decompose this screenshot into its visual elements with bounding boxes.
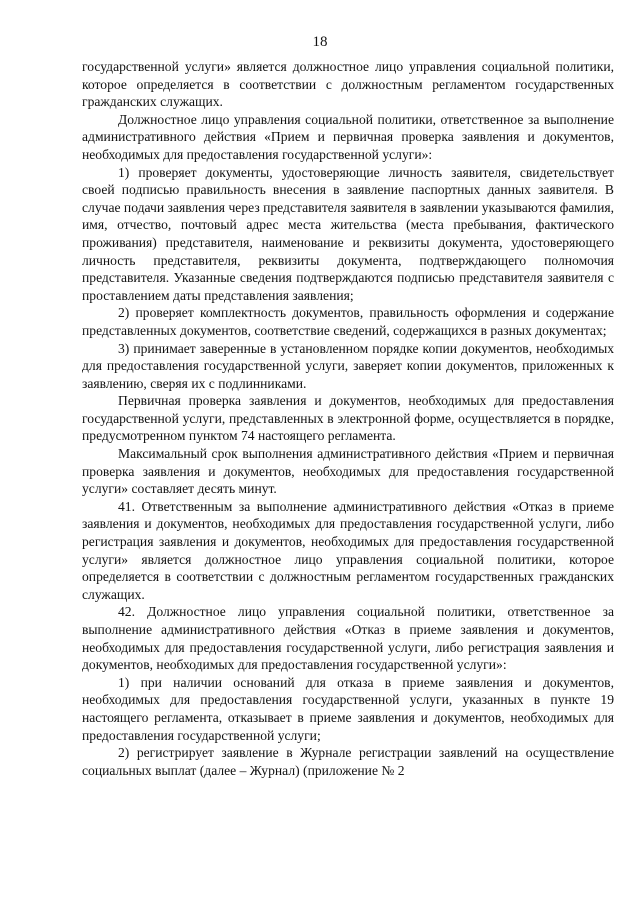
- page-number: 18: [312, 34, 328, 50]
- paragraph-42: 42. Должностное лицо управления социальной политики, ответственное за выполнение административного действия «Отказ в приеме заявления и документов, необходимых для предоставления государственной услуги, либо регистрация заявления и документов, необходимых для предоставления государственной услуги»:: [82, 604, 614, 673]
- list-item-2-checks-completeness: 2) проверяет комплектность документов, правильность оформления и содержание представленных документов, соответствие сведений, содержащихся в разных документах;: [82, 305, 614, 338]
- paragraph-electronic-check: Первичная проверка заявления и документов, необходимых для предоставления государственной услуги, представленных в электронной форме, осуществляется в порядке, предусмотренном пунктом 74 настоящего регламента.: [82, 393, 614, 444]
- list-item-1-checks-identity: 1) проверяет документы, удостоверяющие личность заявителя, свидетельствует своей подписью правильность внесения в заявление паспортных данных заявителя. В случае подачи заявления через представителя заявителя в заявлении указываются фамилия, имя, отчество, почтовый адрес места жительства (места пребывания, фактического проживания) представителя, наименование и реквизиты документа, удостоверяющего личность представителя, реквизиты документа, подтверждающего полномочия представителя. Указанные сведения подтверждаются подписью представителя заявителя с проставлением даты представления заявления;: [82, 164, 614, 303]
- list-item-1-refusal: 1) при наличии оснований для отказа в приеме заявления и документов, необходимых для предоставления государственной услуги, указанных в пункте 19 настоящего регламента, отказывает в приеме заявления и документов, необходимых для предоставления государственной услуги;: [82, 674, 614, 743]
- paragraph-responsible-official: Должностное лицо управления социальной политики, ответственное за выполнение административного действия «Прием и первичная проверка заявления и документов, необходимых для предоставления государственной услуги»:: [82, 111, 614, 162]
- paragraph-41: 41. Ответственным за выполнение административного действия «Отказ в приеме заявления и документов, необходимых для предоставления государственной услуги, либо регистрация заявления и документов, необходимых для предоставления государственной услуги» является должностное лицо управления социальной политики, которое определяется в соответствии с должностным регламентом государственных гражданских служащих.: [82, 498, 614, 602]
- list-item-3-accepts-copies: 3) принимает заверенные в установленном порядке копии документов, необходимых для предоставления государственной услуги, заверяет копии документов, приложенных к заявлению, сверяя их с подлинниками.: [82, 340, 614, 391]
- paragraph-max-duration: Максимальный срок выполнения административного действия «Прием и первичная проверка заявления и документов, необходимых для предоставления государственной услуги» составляет десять минут.: [82, 446, 614, 497]
- paragraph-continuation: государственной услуги» является должностное лицо управления социальной политики, которое определяется в соответствии с должностным регламентом государственных гражданских служащих.: [82, 59, 614, 110]
- list-item-2-registers: 2) регистрирует заявление в Журнале регистрации заявлений на осуществление социальных выплат (далее – Журнал) (приложение № 2: [82, 745, 614, 778]
- document-body: [82, 58, 614, 779]
